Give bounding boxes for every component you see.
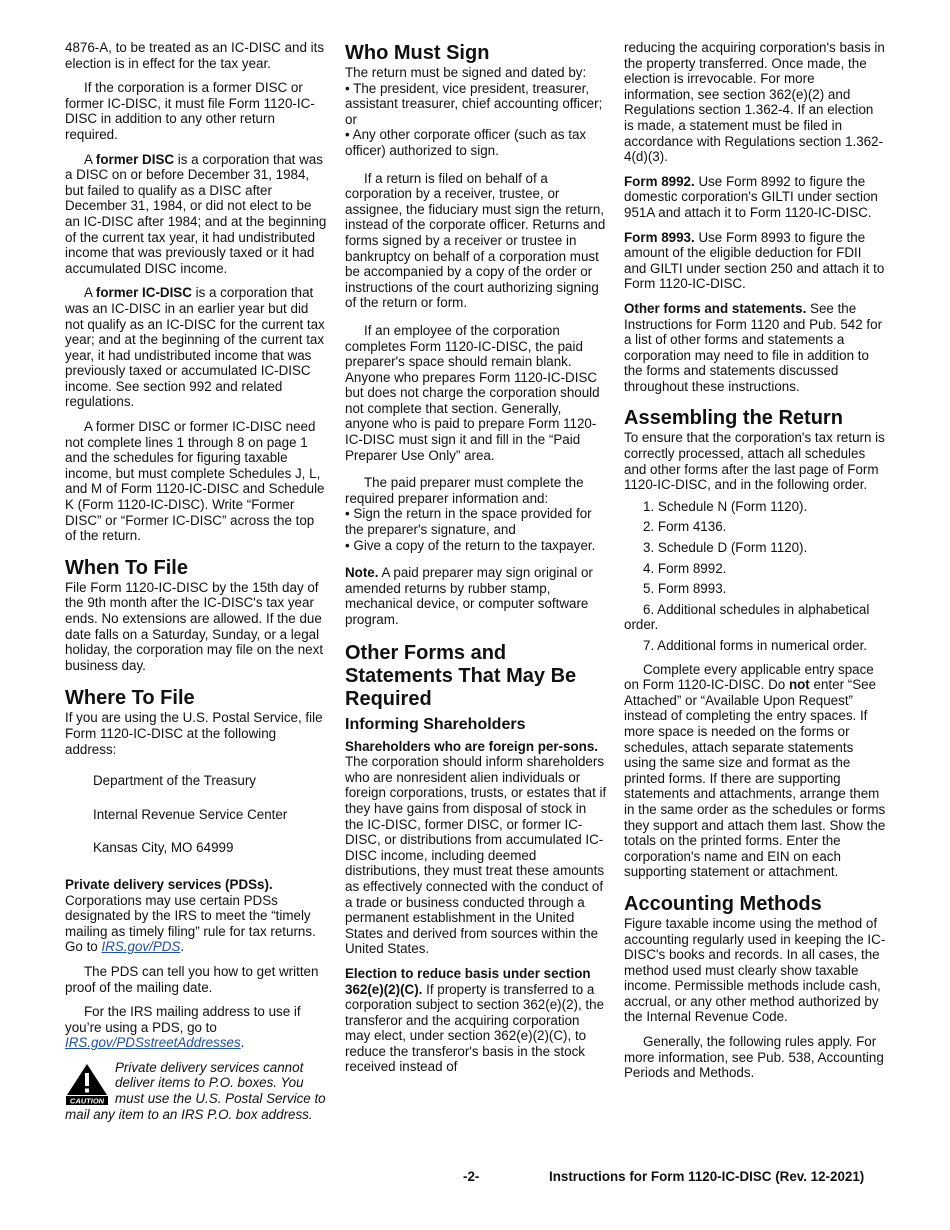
caution-note	[65, 1060, 327, 1122]
list-item: 4. Form 8992.	[643, 560, 727, 576]
paragraph-former-ic-disc: A former IC-DISC is a corporation that was an IC-DISC in an earlier year but did not qualify as an IC-DISC for the current tax year; and at the beginning of the current tax year, it had undistributed income that was previously taxed or accumulated IC-DISC income. See section 992 and related regulations.	[65, 285, 325, 410]
paragraph: Generally, the following rules apply. For more information, see Pub. 538, Accounting Periods and Methods.	[624, 1034, 884, 1081]
document-title: Instructions for Form 1120-IC-DISC (Rev. 12-2021)	[549, 1169, 865, 1184]
list-item: 7. Additional forms in numerical order.	[643, 638, 868, 653]
caution-icon	[65, 1062, 109, 1106]
paragraph-form-8993: Form 8993. Use Form 8993 to figure the amount of the eligible deduction for FDII and GILTI under section 250 and attach it to Form 1120-IC-DISC.	[624, 229, 885, 292]
paragraph: For the IRS mailing address to use if you’re using a PDS, go to IRS.gov/PDSstreetAddresses.	[65, 1004, 301, 1051]
paragraph: If you are using the U.S. Postal Service, file Form 1120-IC-DISC at the following address:	[65, 710, 323, 757]
paragraph-complete-entries: Complete every applicable entry space on Form 1120-IC-DISC. Do not enter “See Attached” or “Available Upon Request” instead of completing the entry spaces. If more space is needed on the forms or schedules, attach separate statements using the same size and format as the printed forms. If there are supporting statements and attachments, arrange them in the same order as the schedules or forms they support and attach them last. Show the totals on the printed forms. Enter the corporation's name and EIN on each supporting statement or attachment.	[624, 661, 886, 880]
section-heading-accounting-methods: Accounting Methods	[624, 892, 822, 915]
paragraph-foreign-shareholders: Shareholders who are foreign per-sons. The corporation should inform shareholders who are nonresident alien individuals or foreign corporations, trusts, or estates that if they have gains from disposal of stock in the IC-DISC, former DISC, or former IC-DISC, or distributions from accumulated IC-DISC income, including deemed distributions, they must treat these amounts as effectively connected with the conduct of a trade or business conducted through a permanent establishment in the United States and derived from sources within the United States.	[345, 738, 607, 957]
list-item: 5. Form 8993.	[643, 581, 727, 597]
irs-pds-addresses-link[interactable]: IRS.gov/PDSstreetAddresses	[65, 1035, 241, 1051]
section-heading-other-forms: Other Forms and Statements That May Be Required	[345, 641, 577, 710]
list-item: 6. Additional schedules in alphabetical order.	[624, 601, 870, 633]
paragraph-other-forms: Other forms and statements. See the Instructions for Form 1120 and Pub. 542 for a list of other forms and statements a corporation may need to file in addition to the forms and statements discussed throughout these instructions.	[624, 300, 883, 394]
paragraph: The return must be signed and dated by:	[345, 65, 587, 80]
paragraph: The PDS can tell you how to get written proof of the mailing date.	[65, 963, 319, 995]
paragraph: Figure taxable income using the method of accounting regularly used in keeping the IC-DISC's books and records. In all cases, the method used must clearly show taxable income. Permissible methods include cash, accrual, or any other method authorized by the Internal Revenue Code.	[624, 915, 886, 1025]
paragraph: File Form 1120-IC-DISC by the 15th day of the 9th month after the IC-DISC's tax year ends. No extensions are allowed. If the due date falls on a Saturday, Sunday, or a legal holiday, the corporation may file on the next business day.	[65, 579, 324, 673]
column-2	[345, 40, 607, 1084]
section-heading-where-to-file: Where To File	[65, 687, 195, 710]
subheading-informing-shareholders: Informing Shareholders	[345, 715, 526, 733]
paragraph: If a return is filed on behalf of a corporation by a receiver, trustee, or assignee, the fiduciary must sign the return, instead of the corporate officer. Returns and forms signed by a receiver or trustee in bankruptcy on behalf of a corporation must be accompanied by a copy of the order or instructions of the court authorizing signing of the return or form.	[345, 170, 606, 311]
address-line: Internal Revenue Service Center	[93, 806, 288, 822]
page-number: -2-	[463, 1169, 480, 1184]
paragraph-election: Election to reduce basis under section 362(e)(2)(C). If property is transferred to a corporation subject to section 362(e)(2), the transferor and the acquiring corporation may elect, under section 362(e)(2)(C), to reduce the transferor's basis in the stock received instead of	[345, 965, 605, 1075]
paragraph-former-disc: A former DISC is a corporation that was a DISC on or before December 31, 1984, but failed to qualify as a DISC after December 31, 1984, or did not elect to be an IC-DISC after 1984; and at the beginning of the current tax year, it had undistributed income that was previously taxed or it had accumulated DISC income.	[65, 151, 327, 276]
column-1	[65, 40, 327, 1122]
irs-pds-link[interactable]: IRS.gov/PDS	[101, 939, 181, 955]
paragraph-form-8992: Form 8992. Use Form 8992 to figure the domestic corporation's GILTI under section 951A and attach it to Form 1120-IC-DISC.	[624, 173, 878, 220]
caution-text: Private delivery services cannot deliver items to P.O. boxes. You must use the U.S. Postal Service to mail any item to an IRS P.O. box address.	[65, 1059, 326, 1122]
section-heading-when-to-file: When To File	[65, 556, 188, 579]
list-item: 1. Schedule N (Form 1120).	[643, 498, 808, 514]
paragraph-note: Note. A paid preparer may sign original or amended returns by rubber stamp, mechanical device, or computer software program.	[345, 565, 593, 627]
address-line: Kansas City, MO 64999	[93, 840, 234, 856]
column-3	[624, 40, 886, 1090]
list-item: 3. Schedule D (Form 1120).	[643, 540, 808, 556]
paragraph-pds: Private delivery services (PDSs). Corporations may use certain PDSs designated by the IRS to meet the “timely mailing as timely filing” rule for tax returns. Go to IRS.gov/PDS.	[65, 876, 316, 955]
paragraph: If an employee of the corporation completes Form 1120-IC-DISC, the paid preparer's space should remain blank. Anyone who prepares Form 1120-IC-DISC but does not charge the corporation should not complete that section. Generally, anyone who is paid to prepare Form 1120-IC-DISC must sign it and fill in the “Paid Preparer Use Only” area.	[345, 322, 600, 463]
paragraph: 4876-A, to be treated as an IC-DISC and its election is in effect for the tax year.	[65, 40, 325, 71]
paragraph: To ensure that the corporation's tax return is correctly processed, attach all schedules and other forms after the last page of Form 1120-IC-DISC, and in the following order.	[624, 430, 885, 493]
section-heading-who-must-sign: Who Must Sign	[345, 42, 490, 64]
section-heading-assembling: Assembling the Return	[624, 407, 843, 430]
bullet-item: • Sign the return in the space provided for the preparer's signature, and	[345, 506, 592, 538]
caution-label: CAUTION	[69, 1096, 105, 1106]
address-line: Department of the Treasury	[93, 773, 256, 789]
bullet-item: • The president, vice president, treasurer, assistant treasurer, chief accounting officer; or	[345, 80, 603, 127]
paragraph: If the corporation is a former DISC or former IC-DISC, it must file Form 1120-IC-DISC in addition to any other return required.	[65, 80, 315, 142]
paragraph: The paid preparer must complete the required preparer information and:	[345, 475, 584, 506]
paragraph: A former DISC or former IC-DISC need not complete lines 1 through 8 on page 1 and the schedules for figuring taxable income, but must complete Schedules J, L, and M of Form 1120-IC-DISC and Schedule K (Form 1120-IC-DISC). Write “Former DISC” or “Former IC-DISC” across the top of the return.	[65, 419, 325, 544]
attachment-order-list	[624, 499, 886, 654]
list-item: 2. Form 4136.	[643, 519, 727, 535]
bullet-item: • Any other corporate officer (such as tax officer) authorized to sign.	[345, 127, 587, 158]
bullet-item: • Give a copy of the return to the taxpayer.	[345, 537, 596, 553]
paragraph: reducing the acquiring corporation's basis in the property transferred. Once made, the election is irrevocable. For more information, see section 362(e)(2) and Regulations section 1.362-4. If an election is made, a statement must be filed in accordance with Regulations section 1.362-4(d)(3).	[624, 40, 885, 165]
